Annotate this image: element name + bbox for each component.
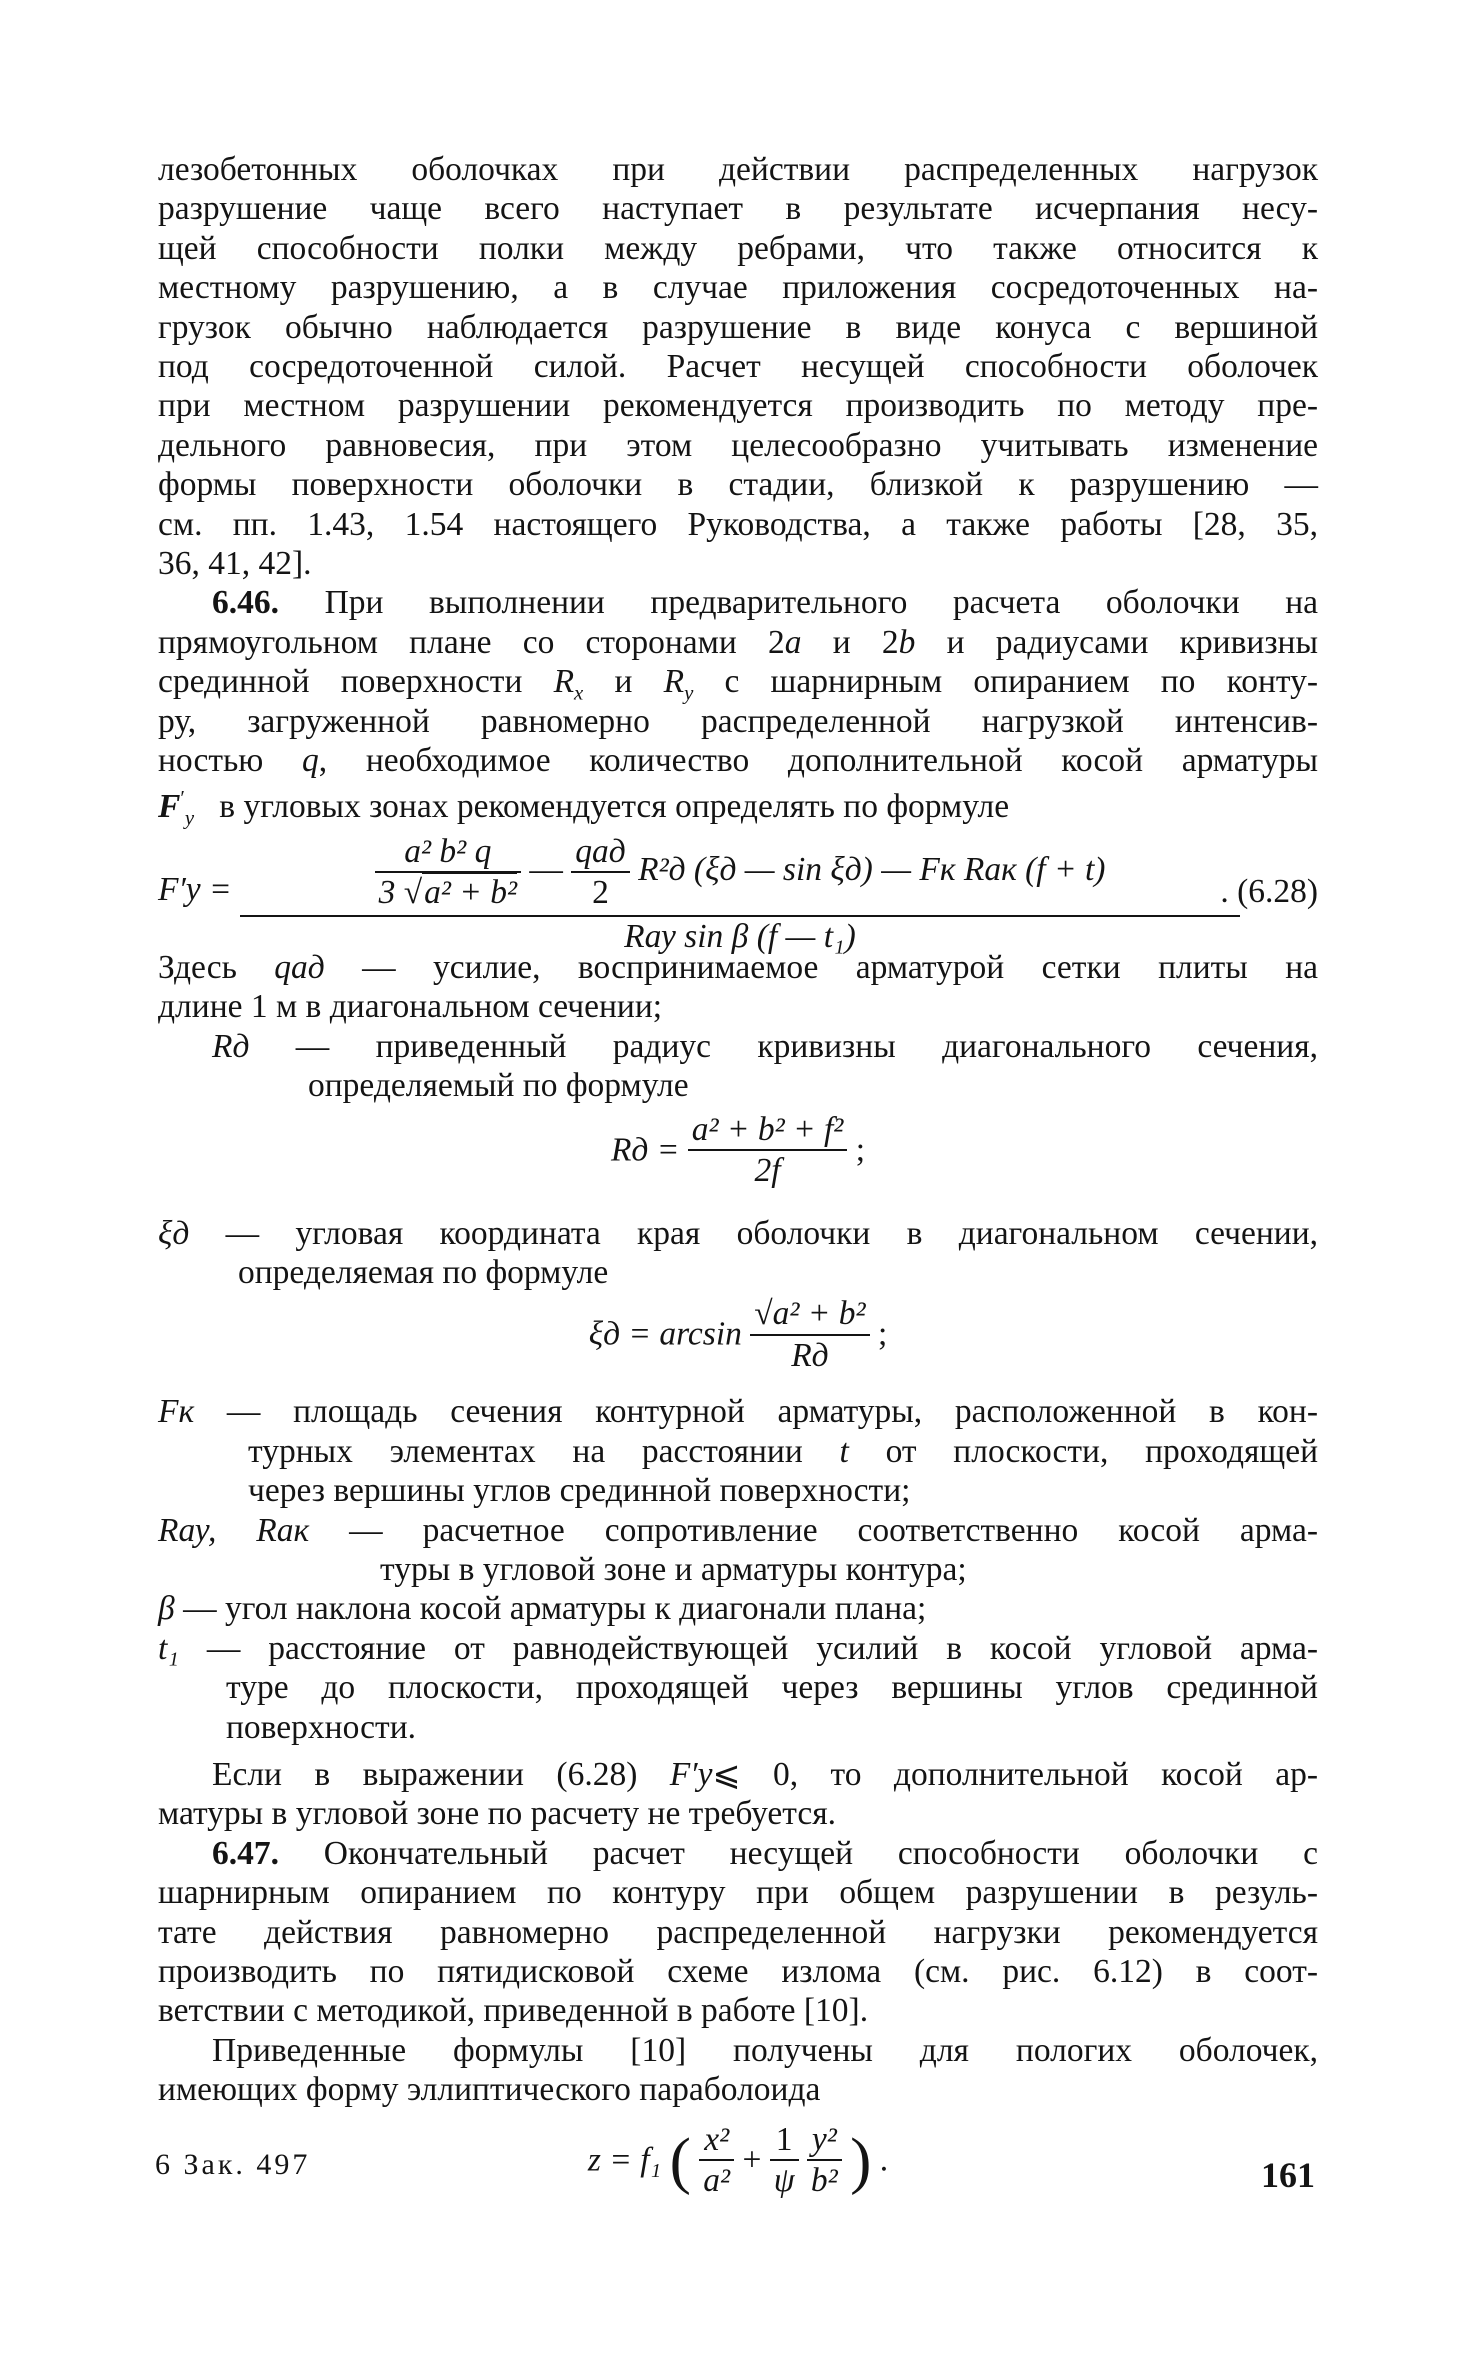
right-paren: ) — [850, 2124, 872, 2196]
equation-xi: ξд = arcsin $\frac{\text{√a² + b²}}{Rд}$ ; — [588, 1295, 888, 1374]
text-line: определяемая по формуле — [238, 1253, 609, 1291]
text-line: Rау, Rак — расчетное сопротивление соответственно косой арма- — [158, 1511, 1319, 1549]
text-line: прямоугольном плане со сторонами 2a и 2b и радиусами кривизны — [158, 623, 1318, 661]
paragraph-formulas — [158, 2031, 1318, 2224]
section-6-47 — [158, 1834, 1318, 2031]
page-number: 161 — [1261, 2155, 1315, 2195]
text-line: ностью q, необходимое количество дополнительной косой арматуры — [158, 742, 1318, 780]
text-line: турных элементах на расстоянии t от плоскости, проходящей — [248, 1432, 1319, 1470]
fraction: $\frac{\text{√a² + b²}}{Rд}$ — [750, 1294, 869, 1375]
text-line: разрушение чаще всего наступает в результате исчерпания несу- — [158, 190, 1318, 228]
fraction: $\frac{\text{a² + b² + f²}}{2f}$ — [688, 1110, 848, 1191]
text-line: Fк — площадь сечения контурной арматуры, расположенной в кон- — [158, 1393, 1319, 1431]
text-line: 36, 41, 42]. — [158, 545, 312, 583]
text-line: $F'_y$ в угловых зонах рекомендуется определять по формуле — [158, 786, 1010, 830]
page-body — [158, 150, 1318, 2224]
text-line: местному разрушению, а в случае приложения сосредоточенных на- — [158, 269, 1318, 307]
fraction: $\frac{\text{y²}}{\text{b²}}$ — [807, 2120, 842, 2201]
text-line: шарнирным опиранием по контуру при общем разрушении в резуль- — [158, 1874, 1318, 1912]
text-line: через вершины углов срединной поверхности; — [248, 1472, 911, 1510]
text-line: формы поверхности оболочки в стадии, близкой к разрушению — — [158, 466, 1318, 504]
text-line: производить по пятидисковой схеме излома (см. рис. 6.12) в соот- — [158, 1953, 1318, 1991]
section-number: 6.47. — [212, 1834, 279, 1872]
text-line: лезобетонных оболочках при действии распределенных нагрузок — [158, 151, 1318, 188]
symbol-F: F — [158, 787, 181, 825]
equation-Rd: Rд = $\frac{\text{a² + b² + f²}}{2f}$ ; — [610, 1110, 866, 1189]
text-line: ру, загруженной равномерно распределенной нагрузкой интенсив- — [158, 702, 1318, 740]
text-line: Здесь qад — усилие, воспринимаемое арматурой сетки плиты на — [158, 948, 1319, 986]
text-line: Приведенные формулы [10] получены для пологих оболочек, — [212, 2031, 1318, 2069]
equation-6-28 — [158, 832, 1318, 955]
definitions — [158, 948, 1318, 1747]
text-line: туры в угловой зоне и арматуры контура; — [380, 1550, 967, 1588]
text-line: грузок обычно наблюдается разрушение в виде конуса с вершиной — [158, 308, 1318, 346]
fraction: $\frac{\text{qад}}{2}$ — [571, 832, 629, 913]
text-line: тате действия равномерно распределенной нагрузки рекомендуется — [158, 1913, 1318, 1951]
fraction: $\frac{1}{\psi}$ — [770, 2120, 799, 2201]
equation-numerator: $\frac{\text{a² b² q}}{\text{3 √a² + b²}}$ — $\frac{\text{qад}}{2}$ R²д (ξд — sin ξд) — Fк Rак (f + t) — [240, 832, 1240, 917]
text-line: t₁ — расстояние от равнодействующей усилий в косой угловой арма- — [158, 1629, 1319, 1667]
left-paren: ( — [669, 2124, 691, 2196]
equation-label: . (6.28) — [1220, 872, 1318, 910]
text-line: матуры в угловой зоне по расчету не требуется. — [158, 1795, 836, 1833]
text-line: ξд — угловая координата края оболочки в диагональном сечении, — [158, 1214, 1319, 1252]
text-line: Rд — приведенный радиус кривизны диагонального сечения, — [212, 1027, 1318, 1065]
text-line: см. пп. 1.43, 1.54 настоящего Руководства, а также работы [28, 35, — [158, 505, 1318, 543]
section-6-46 — [158, 583, 1318, 830]
fraction: $\frac{\text{x²}}{\text{a²}}$ — [699, 2120, 734, 2201]
paragraph-continuation — [158, 150, 1318, 583]
paragraph-condition — [158, 1755, 1318, 1834]
text-line: туре до плоскости, проходящей через вершины углов срединной — [226, 1669, 1318, 1707]
text-line: β — угол наклона косой арматуры к диагонали плана; — [158, 1590, 927, 1628]
text-line: дельного равновесия, при этом целесообразно учитывать изменение — [158, 426, 1318, 464]
equation-paraboloid: z = f₁ ( $\frac{\text{x²}}{\text{a²}}$ + $\frac{1}{\psi}$ $\frac{\text{y²}}{\text{b²}}$ ) . — [587, 2120, 889, 2200]
text-line: 6.47. Окончательный расчет несущей способности оболочки с — [212, 1834, 1319, 1872]
text-line: щей способности полки между ребрами, что также относится к — [158, 229, 1318, 267]
text-line: ветствии с методикой, приведенной в работе [10]. — [158, 1992, 869, 2030]
text-line: Если в выражении (6.28) F′y⩽ 0, то дополнительной косой ар- — [212, 1756, 1318, 1793]
text-line: при местном разрушении рекомендуется производить по методу пре- — [158, 387, 1318, 425]
text-line: определяемый по формуле — [308, 1067, 689, 1105]
fraction: $\frac{\text{a² b² q}}{\text{3 √a² + b²}}$ — [375, 832, 521, 913]
section-number: 6.46. — [212, 584, 279, 622]
text-line: длине 1 м в диагональном сечении; — [158, 988, 663, 1026]
equation-denominator: Rау sin β (f — t₁) — [624, 917, 856, 955]
equation-lhs: F′y = — [158, 870, 232, 908]
text-line: срединной поверхности $R_x$ и $R_y$ с шарнирным опиранием по конту- — [158, 663, 1318, 705]
printer-signature: 6 Зак. 497 — [155, 2148, 311, 2181]
text-line: под сосредоточенной силой. Расчет несущей способности оболочек — [158, 348, 1318, 386]
text-line: имеющих форму эллиптического параболоида — [158, 2071, 821, 2109]
equation-main-fraction — [240, 832, 1240, 956]
text-line: 6.46. При выполнении предварительного расчета оболочки на — [212, 584, 1318, 622]
text-line: поверхности. — [226, 1708, 416, 1746]
